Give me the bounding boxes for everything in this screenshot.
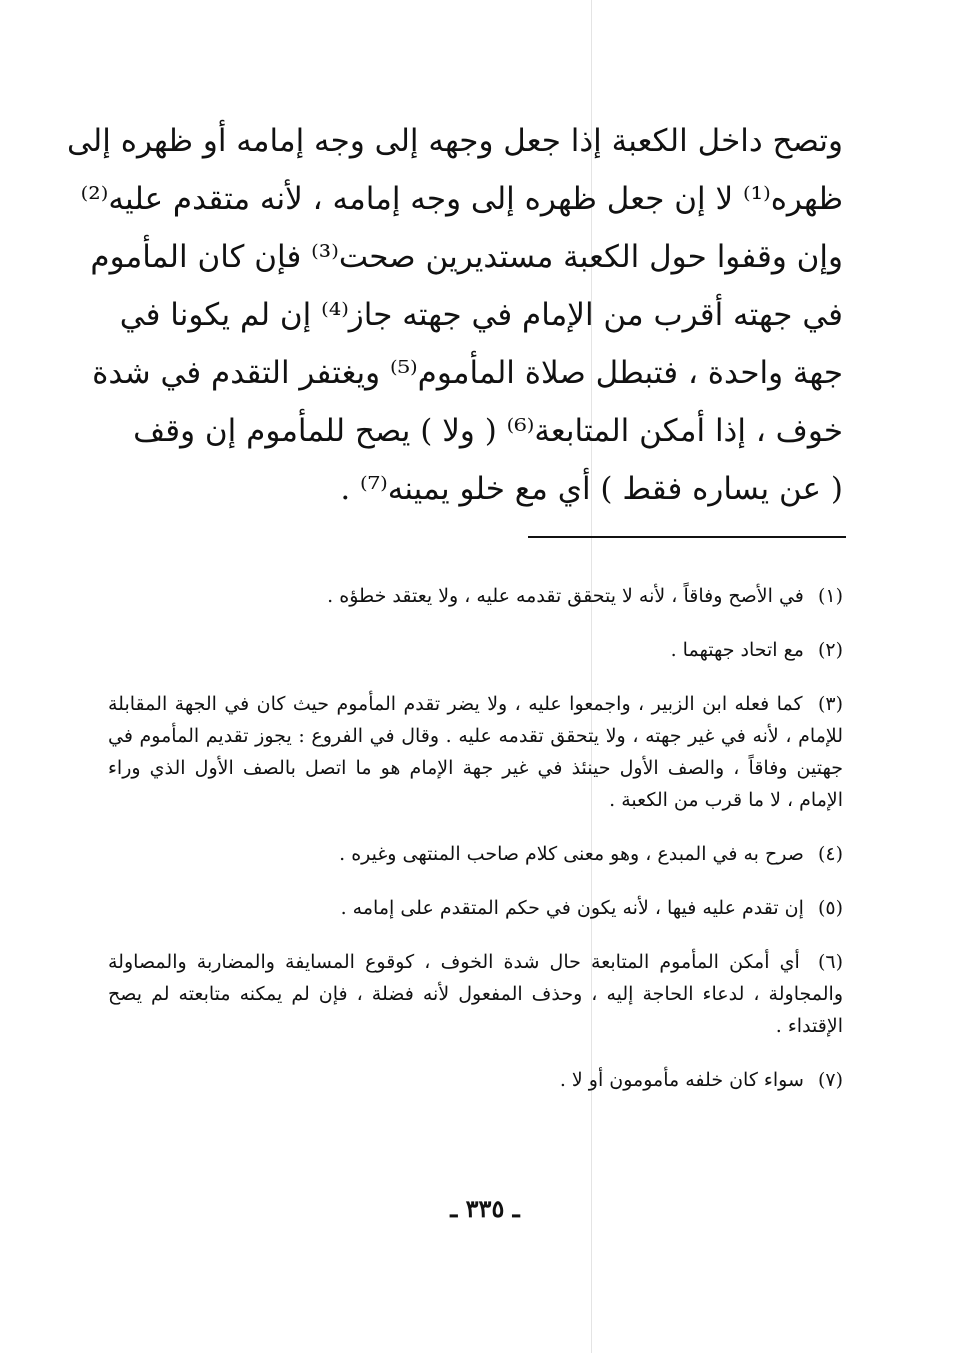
footnote-separator bbox=[528, 536, 846, 538]
main-text-line: وإن وقفوا حول الكعبة مستديرين صحت⁽³⁾ فإن كان المأموم bbox=[90, 239, 843, 275]
footnote bbox=[108, 946, 843, 1042]
main-text-line: ظهره⁽¹⁾ لا إن جعل ظهره إلى وجه إمامه ، لأنه متقدم عليه⁽²⁾ bbox=[80, 181, 843, 217]
main-text-line: وتصح داخل الكعبة إذا جعل وجهه إلى وجه إمامه أو ظهره إلى bbox=[66, 123, 843, 159]
footnote bbox=[108, 688, 843, 816]
footnote-number: (١) bbox=[817, 585, 843, 607]
footnote bbox=[108, 580, 843, 612]
footnote-number: (٤) bbox=[817, 843, 843, 865]
footnote-number: (٣) bbox=[817, 693, 843, 715]
page-number: ـ ٣٣٥ ـ bbox=[450, 1194, 520, 1223]
main-text-line: ( عن يساره فقط ) أي مع خلو يمينه⁽⁷⁾ . bbox=[340, 471, 843, 507]
footnote bbox=[108, 838, 843, 870]
footnote bbox=[108, 892, 843, 924]
footnote-number: (٥) bbox=[817, 897, 843, 919]
footnote-text: سواء كان خلفه مأمومون أو لا . bbox=[559, 1069, 804, 1091]
footnote-text: مع اتحاد جهتهما . bbox=[670, 639, 804, 661]
footnote-number: (٧) bbox=[817, 1069, 843, 1091]
footnotes bbox=[108, 580, 843, 1118]
main-text-line: جهة واحدة ، فتبطل صلاة المأموم⁽⁵⁾ ويغتفر التقدم في شدة bbox=[92, 355, 843, 391]
footnote-text: كما فعله ابن الزبير ، واجمعوا عليه ، ولا يضر تقدم المأموم حيث كان في الجهة المقابلة للإمام ، لأنه في غير جهته ، ولا يتحقق تقدمه عليه . وقال في الفروع : يجوز تقديم المأموم في جهتين وفاقاً ، والصف الأول حينئذ في غير جهة الإمام هو ما اتصل بالصف الأول الذي وراء الإمام ، لا ما قرب من الكعبة . bbox=[108, 693, 843, 811]
footnote-number: (٢) bbox=[817, 639, 843, 661]
main-text-line: خوف ، إذا أمكن المتابعة⁽⁶⁾ ( ولا ) يصح للمأموم إن وقف bbox=[133, 413, 843, 449]
footnote bbox=[108, 1064, 843, 1096]
main-text-line: في جهته أقرب من الإمام في جهته جاز⁽⁴⁾ إن لم يكونا في bbox=[119, 297, 843, 333]
footnote-text: في الأصح وفاقاً ، لأنه لا يتحقق تقدمه عليه ، ولا يعتقد خطؤه . bbox=[327, 585, 804, 607]
main-text bbox=[66, 112, 843, 518]
footnote-text: صرح به في المبدع ، وهو معنى كلام صاحب المنتهى وغيره . bbox=[339, 843, 804, 865]
footnote bbox=[108, 634, 843, 666]
footnote-text: أي أمكن المأموم المتابعة حال شدة الخوف ، كوقوع المسايفة والمضاربة والمصاولة والمجاولة ، لدعاء الحاجة إليه ، وحذف المفعول لأنه فضلة ، فإن لم يمكنه متابعته لم يصح الإقتداء . bbox=[108, 951, 843, 1037]
footnote-number: (٦) bbox=[817, 951, 843, 973]
footnote-text: إن تقدم عليه فيها ، لأنه يكون في حكم المتقدم على إمامه . bbox=[340, 897, 804, 919]
